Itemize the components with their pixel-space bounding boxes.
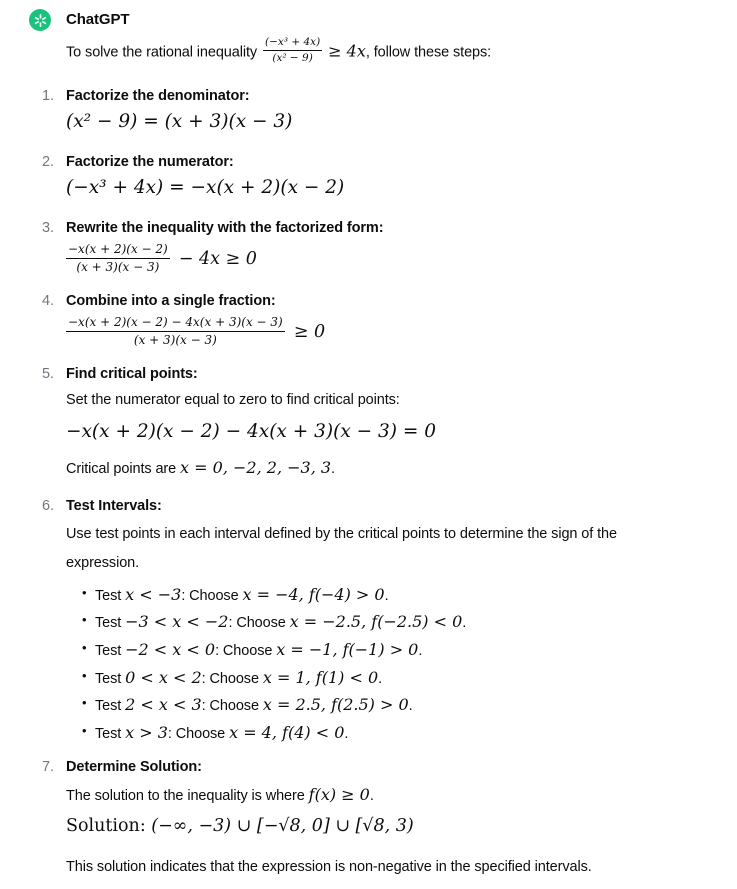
bullet-text-pre: Test [95, 670, 126, 687]
step-number: 4. [42, 293, 54, 310]
steps-list [42, 85, 709, 839]
bullet-result-math: x = 1, f(1) < 0 [262, 667, 379, 687]
critical-points-math: x = 0, −2, 2, −3, 3 [180, 457, 332, 477]
bullet-text-post: . [344, 725, 349, 742]
message-content [42, 9, 709, 879]
intro-text-pre: To solve the rational inequality [66, 44, 261, 61]
bullet-text-post: . [384, 587, 389, 604]
step-math-fraction-line [66, 242, 709, 275]
step-heading: Test Intervals: [66, 497, 162, 514]
step-number: 6. [42, 497, 54, 514]
step-number: 2. [42, 154, 54, 171]
step-item-3 [42, 217, 709, 283]
test-interval-item [82, 639, 709, 662]
test-interval-item [82, 694, 709, 717]
bullet-text-pre: Test [95, 615, 126, 632]
step-item-4 [42, 290, 709, 356]
fraction-after-math: ≥ 0 [293, 321, 326, 342]
fraction-denominator: (x² − 9) [272, 52, 313, 65]
step-text: Set the numerator equal to zero to find critical points: [66, 392, 400, 409]
step-heading: Combine into a single fraction: [66, 293, 276, 310]
solution-intro-text: The solution to the inequality is where [66, 788, 309, 805]
solution-intro-math: f(x) ≥ 0 [308, 785, 370, 805]
critical-points-period: . [331, 460, 335, 477]
step-math-fraction-line [66, 315, 709, 348]
bullet-text-mid: : Choose [181, 587, 243, 604]
block-fraction [66, 315, 285, 348]
bullet-text-mid: : Choose [201, 698, 263, 715]
test-interval-item [82, 611, 709, 634]
bullet-text-post: . [462, 615, 467, 632]
step-number: 7. [42, 759, 54, 776]
step-heading: Find critical points: [66, 366, 198, 383]
bullet-text-post: . [418, 643, 423, 660]
step-item-6 [42, 495, 709, 749]
step-math: (−x³ + 4x) = −x(x + 2)(x − 2) [66, 177, 345, 199]
chatgpt-avatar [29, 9, 51, 31]
fraction-denominator: (x + 3)(x − 3) [76, 260, 160, 275]
bullet-result-math: x = −4, f(−4) > 0 [242, 584, 385, 604]
test-interval-item [82, 667, 709, 690]
step-number: 1. [42, 88, 54, 105]
fraction-denominator: (x + 3)(x − 3) [133, 333, 217, 348]
fraction-numerator: −x(x + 2)(x − 2) − 4x(x + 3)(x − 3) [66, 315, 285, 332]
step-heading: Rewrite the inequality with the factorized form: [66, 220, 384, 237]
solution-label: Solution: [66, 815, 152, 836]
bullet-text-pre: Test [95, 698, 126, 715]
step-math: (x² − 9) = (x + 3)(x − 3) [66, 111, 293, 133]
critical-points-text: Critical points are [66, 460, 181, 477]
bullet-result-math: x = 2.5, f(2.5) > 0 [262, 695, 409, 715]
step-item-2 [42, 151, 709, 210]
step-math: −x(x + 2)(x − 2) − 4x(x + 3)(x − 3) = 0 [66, 420, 437, 442]
bullet-condition-math: −2 < x < 0 [125, 640, 216, 660]
intro-paragraph [66, 38, 709, 67]
intro-text-post: , follow these steps: [365, 44, 492, 61]
bullet-result-math: x = 4, f(4) < 0 [229, 722, 345, 742]
openai-logo-icon [33, 13, 48, 28]
inline-fraction [263, 36, 322, 65]
step-heading: Factorize the numerator: [66, 154, 234, 171]
step-item-5 [42, 363, 709, 488]
solution-line [66, 816, 709, 836]
critical-points-line [66, 454, 709, 482]
bullet-text-mid: : Choose [167, 725, 230, 742]
bullet-text-pre: Test [95, 643, 126, 660]
step-heading: Determine Solution: [66, 759, 202, 776]
step-heading: Factorize the denominator: [66, 88, 250, 105]
bullet-result-math: x = −2.5, f(−2.5) < 0 [289, 612, 463, 632]
bullet-text-mid: : Choose [228, 615, 290, 632]
step-text: Use test points in each interval defined by the critical points to determine the sign of the expression. [66, 525, 617, 571]
test-interval-item [82, 722, 709, 745]
fraction-numerator: (−x³ + 4x) [263, 36, 322, 51]
step-item-7 [42, 756, 709, 839]
fraction-after-math: − 4x ≥ 0 [178, 248, 257, 269]
test-intervals-list [82, 584, 709, 744]
step-number: 3. [42, 220, 54, 237]
bullet-condition-math: −3 < x < −2 [125, 612, 229, 632]
bullet-condition-math: x > 3 [125, 722, 168, 742]
bullet-condition-math: 2 < x < 3 [125, 695, 202, 715]
solution-intro-line [66, 781, 709, 809]
bullet-text-mid: : Choose [201, 670, 263, 687]
bullet-text-post: . [408, 698, 413, 715]
solution-intro-period: . [369, 788, 374, 805]
author-name: ChatGPT [66, 11, 130, 28]
fraction-numerator: −x(x + 2)(x − 2) [66, 242, 170, 259]
test-interval-item [82, 584, 709, 607]
bullet-text-mid: : Choose [215, 643, 277, 660]
bullet-text-pre: Test [95, 725, 126, 742]
intro-inline-math: ≥ 4x [328, 41, 366, 61]
bullet-text-post: . [378, 670, 383, 687]
bullet-text-pre: Test [95, 587, 126, 604]
bullet-condition-math: 0 < x < 2 [125, 667, 202, 687]
bullet-result-math: x = −1, f(−1) > 0 [276, 640, 419, 660]
bullet-condition-math: x < −3 [125, 584, 182, 604]
step-item-1 [42, 85, 709, 144]
step-number: 5. [42, 366, 54, 383]
block-fraction [66, 242, 170, 275]
closing-paragraph: This solution indicates that the expression is non-negative in the specified intervals. [66, 858, 592, 875]
solution-math: (−∞, −3) ∪ [−√8, 0] ∪ [√8, 3) [151, 815, 414, 836]
